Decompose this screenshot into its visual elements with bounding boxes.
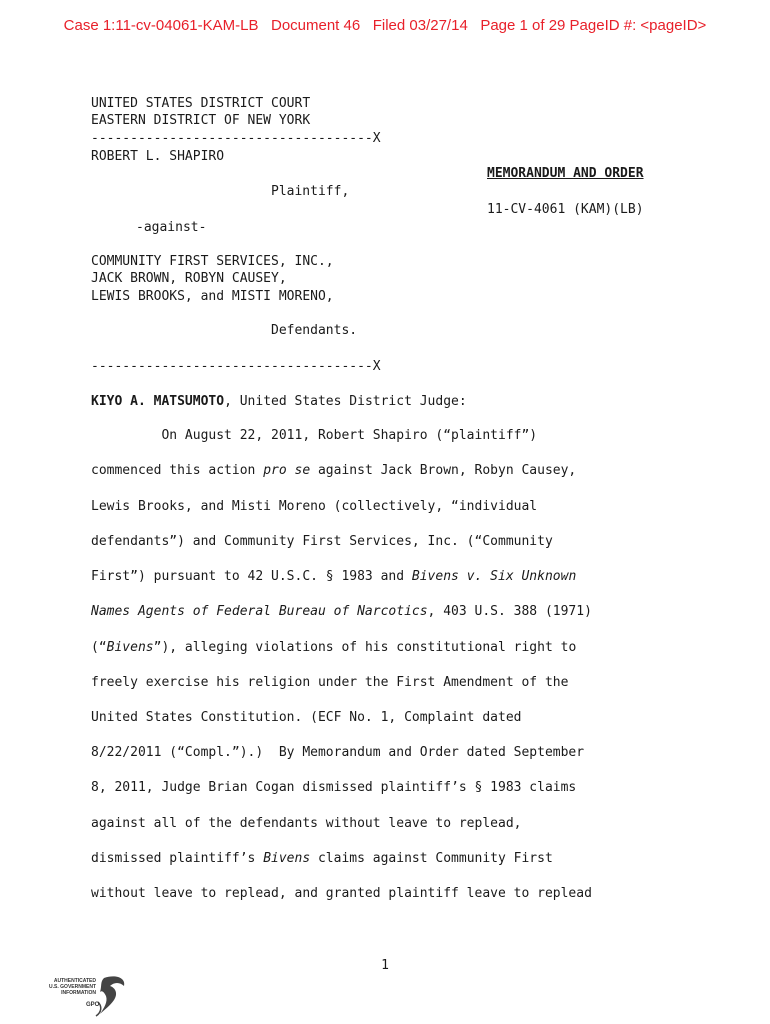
caption-rule-bottom: ------------------------------------X [91,359,381,374]
court-name-line2: EASTERN DISTRICT OF NEW YORK [91,113,311,128]
judge-title: , United States District Judge: [224,394,467,409]
plaintiff-role: Plaintiff, [271,184,350,199]
body-line: United States Constitution. (ECF No. 1, Complaint dated [91,710,522,725]
body-line [91,851,553,866]
body-line: 8, 2011, Judge Brian Cogan dismissed plaintiff’s § 1983 claims [91,780,577,795]
body-text: ”), alleging violations of his constitutional right to [153,640,577,655]
body-text: (“ [91,640,107,655]
body-line [91,463,576,478]
page-number: 1 [381,958,389,973]
body-line: 8/22/2011 (“Compl.”).) By Memorandum and Order dated September [91,745,585,760]
defendants-role: Defendants. [271,323,358,338]
body-line: without leave to replead, and granted plaintiff leave to replead [91,886,592,901]
plaintiff-name: ROBERT L. SHAPIRO [91,149,225,164]
body-italic: pro se [263,463,311,478]
document-number-header: Document 46 [270,17,361,34]
body-text: against Jack Brown, Robyn Causey, [310,463,577,478]
body-text: , 403 U.S. 388 (1971) [427,604,592,619]
body-text: commenced this action [91,463,264,478]
body-line [91,640,576,655]
judge-name: KIYO A. MATSUMOTO [91,394,225,409]
body-italic: Bivens [263,851,311,866]
gpo-eagle-icon [40,972,132,1018]
body-italic: Bivens [106,640,154,655]
seal-text: AUTHENTICATED U.S. GOVERNMENT INFORMATION [49,978,96,996]
defendants-line2: JACK BROWN, ROBYN CAUSEY, [91,271,287,286]
body-text: claims against Community First [310,851,553,866]
body-italic: Bivens v. Six Unknown [411,569,577,584]
document-header [0,17,770,34]
page-id-header: Page 1 of 29 PageID #: <pageID> [480,17,707,34]
body-line: freely exercise his religion under the First Amendment of the [91,675,569,690]
body-line: defendants”) and Community First Services, Inc. (“Community [91,534,553,549]
docket-number: 11-CV-4061 (KAM)(LB) [487,202,644,217]
defendants-line1: COMMUNITY FIRST SERVICES, INC., [91,254,334,269]
body-line [91,604,592,619]
body-line [91,569,576,584]
gpo-authentication-seal [40,972,132,1018]
defendants-line3: LEWIS BROOKS, and MISTI MORENO, [91,289,334,304]
document-title: MEMORANDUM AND ORDER [487,166,644,181]
filed-date-header: Filed 03/27/14 [372,17,468,34]
body-line: On August 22, 2011, Robert Shapiro (“plaintiff”) [91,428,538,443]
caption-rule-top: ------------------------------------X [91,131,381,146]
court-name-line1: UNITED STATES DISTRICT COURT [91,96,311,111]
judge-line [91,393,467,410]
body-text: First”) pursuant to 42 U.S.C. § 1983 and [91,569,412,584]
body-line: Lewis Brooks, and Misti Moreno (collectively, “individual [91,499,538,514]
case-number-header: Case 1:11-cv-04061-KAM-LB [63,17,259,34]
body-text: dismissed plaintiff’s [91,851,264,866]
body-italic: Names Agents of Federal Bureau of Narcotics [91,604,428,619]
gpo-label: GPO [86,1002,100,1008]
body-line: against all of the defendants without leave to replead, [91,816,522,831]
against-label: -against- [136,220,207,235]
